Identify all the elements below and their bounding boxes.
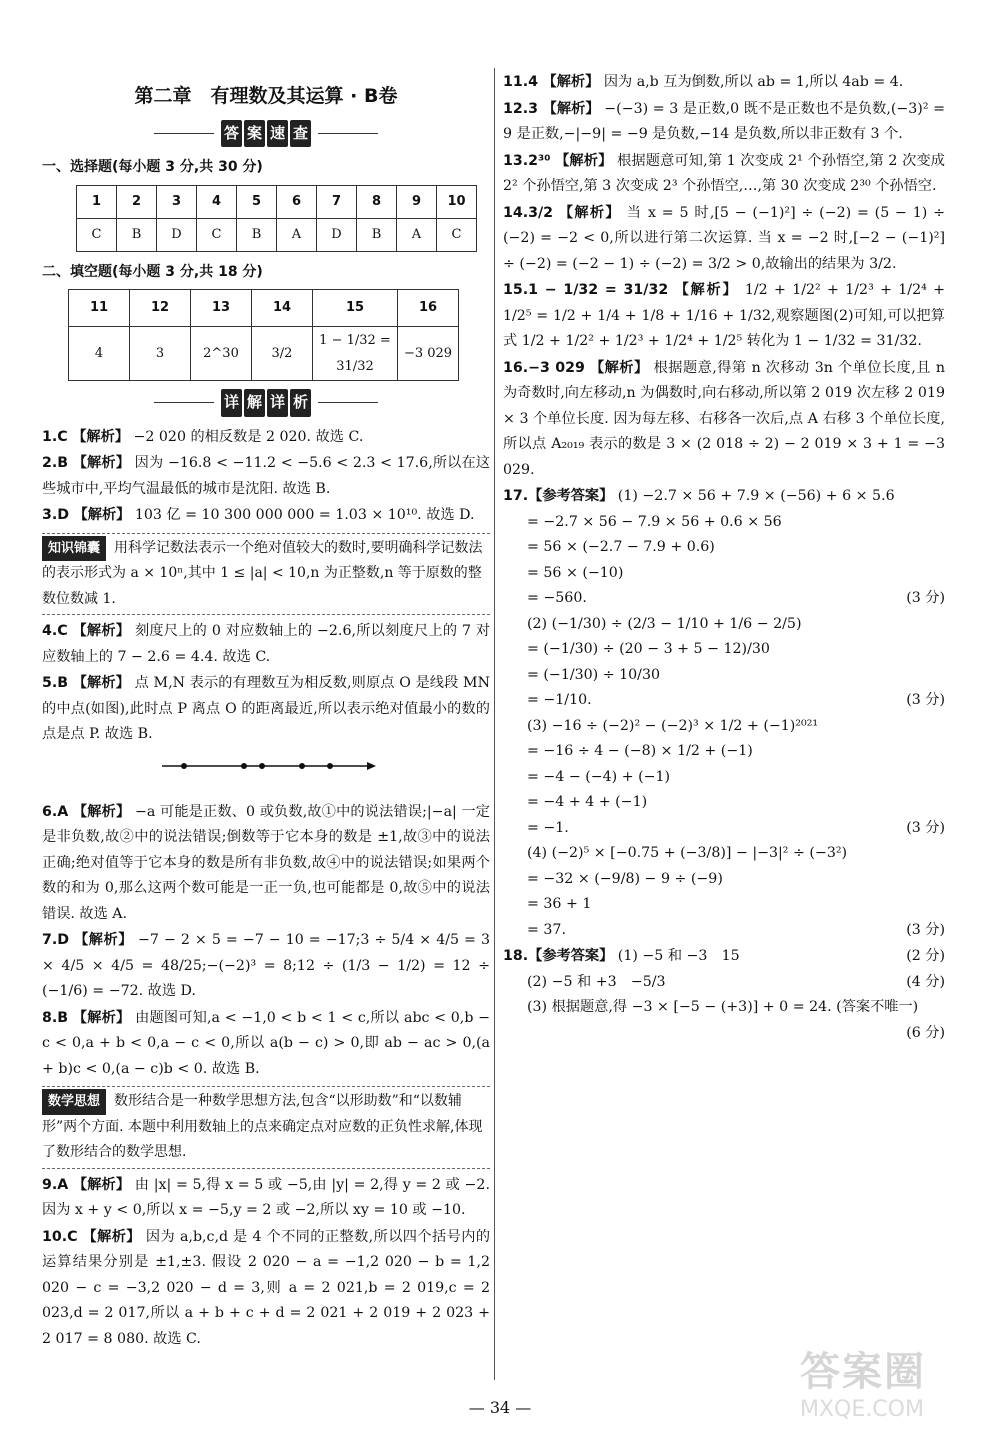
left-column [42,70,490,1353]
page-number: — 34 — [468,1398,532,1417]
section-choice-title: 一、选择题(每小题 3 分,共 30 分) [42,159,263,175]
column-divider [494,68,495,1380]
banner-answer-check: 答 案 速 查 [42,120,490,148]
score-label: (3 分) [906,692,945,708]
answer-4: 4.C 【解析】 刻度尺上的 0 对应数轴上的 −2.6,所以刻度尺上的 7 对应数轴上的 7 − 2.6 = 4.4. 故选 C. [42,623,490,665]
answer-12: 12.3 【解析】 −(−3) = 3 是正数,0 既不是正数也不是负数,(−3)² = 9 是正数,−|−9| = −9 是负数,−14 是负数,所以非正数有 3 个. [503,100,945,142]
fill-answer-table: 11 12 13 14 15 16 4 3 2^30 3/2 1 − 1/32 = 31/32 −3 029 [68,289,459,381]
answer-1: 1.C 【解析】 −2 020 的相反数是 2 020. 故选 C. [42,428,364,445]
watermark-logo: 答案圈 MXQE.COM [800,1349,926,1422]
score-label: (3 分) [906,819,945,836]
answer-15: 15.1 − 1/32 = 31/32 【解析】 1/2 + 1/2² + 1/2³ + 1/2⁴ + 1/2⁵ = 1/2 + 1/4 + 1/8 + 1/16 + 1/32,观察题图(2)可知,可以把算式 1/2 + 1/2² + 1/2³ + 1/2⁴ + 1/2⁵ 转化为 1 − 1/32 = 31/32. [503,282,946,349]
banner-detailed-analysis: 详 解 详 析 [42,389,490,417]
answer-8: 8.B 【解析】 由题图可知,a < −1,0 < b < 1 < c,所以 abc < 0,b − c < 0,a + b < 0,a − c < 0,所以 a(b − c) > 0,即 ab − ac > 0,(a + b)c < 0,(a − c)b < 0. 故选 B. [42,1009,490,1077]
answer-2: 2.B 【解析】 因为 −16.8 < −11.2 < −5.6 < 2.3 < 17.6,所以在这些城市中,平均气温最低的城市是沈阳. 故选 B. [42,455,490,497]
choice-answer-table: 1 2 3 4 5 6 7 8 9 10 C B D C B A D B A C [76,185,477,252]
answer-6: 6.A 【解析】 −a 可能是正数、0 或负数,故①中的说法错误;|−a| 一定是非负数,故②中的说法错误;倒数等于它本身的数是 ±1,故③中的说法正确;绝对值等于它本身的数是所有非负数,故④中的说法错误;如果两个数的和为 0,那么这两个数可能是一正一负,也可能都是 0,故⑤中的说法错误. 故选 A. [42,803,490,922]
number-line-figure [42,754,490,794]
answer-3: 3.D 【解析】 103 亿 = 10 300 000 000 = 1.03 × 10¹⁰. 故选 D. [42,507,475,523]
answer-10: 10.C 【解析】 因为 a,b,c,d 是 4 个不同的正整数,所以四个括号内的运算结果分别是 ±1,±3. 假设 2 020 − a = −1,2 020 − b = 1,2 020 − c = −3,2 020 − d = 3,则 a = 2 021,b = 2 019,c = 2 023,d = 2 017,所以 a + b + c + d = 2 021 + 2 019 + 2 023 + 2 017 = 8 080. 故选 C. [42,1228,491,1347]
answer-7: 7.D 【解析】 −7 − 2 × 5 = −7 − 10 = −17;3 ÷ 5/4 × 4/5 = 3 × 4/5 × 4/5 = 48/25;−(−2)³ = 8;12 ÷ (1/3 − 1/2) = 12 ÷ (−1/6) = −72. 故选 D. [42,932,491,999]
answer-18: 18.【参考答案】 (1) −5 和 −3 15 (2 分) (2) −5 和 +3 −5/3 (4 分) (3) 根据题意,得 −3 × [−5 − (+3)] + 0 = 24. (答案不唯一) (6 分) [503,948,945,1041]
answer-9: 9.A 【解析】 由 |x| = 5,得 x = 5 或 −5,由 |y| = 2,得 y = 2 或 −2. 因为 x + y < 0,所以 x = −5,y = 2 或 −2,所以 xy = 10 或 −10. [42,1176,490,1218]
answer-17: 17.【参考答案】 (1) −2.7 × 56 + 7.9 × (−56) + 6 × 5.6 = −2.7 × 56 − 7.9 × 56 + 0.6 × 56 = 56 × (−2.7 − 7.9 + 0.6) = 56 × (−10) = −560. (3 分) (2) (−1/30) ÷ (2/3 − 1/10 + 1/6 − 2/5) = (−1/30) ÷ (20 − 3 + 5 − 12)/30 = (−1/30) ÷ 10/30 = −1/10. (3 分) (3) −16 ÷ (−2)² − (−2)³ × 1/2 + (−1)²⁰²¹ = −16 ÷ 4 − (−8) × 1/2 + (−1) = −4 − (−4) + (−1) = −4 + 4 + (−1) = −1. (3 分) (4) (−2)⁵ × [−0.75 + (−3/8)] − |−3|² ÷ (−3²) = −32 × (−9/8) − 9 ÷ (−9) = 36 + 1 = 37. (3 分) [503,484,945,943]
answer-11: 11.4 【解析】 因为 a,b 互为倒数,所以 ab = 1,所以 4ab = 4. [503,74,904,90]
score-label: (3 分) [906,590,945,606]
answer-13: 13.2³⁰ 【解析】 根据题意可知,第 1 次变成 2¹ 个孙悟空,第 2 次变成 2² 个孙悟空,第 3 次变成 2³ 个孙悟空,…,第 30 次变成 2³⁰ 个孙悟空. [503,152,945,194]
right-column [503,70,945,1046]
answer-14: 14.3/2 【解析】 当 x = 5 时,[5 − (−1)²] ÷ (−2) = (5 − 1) ÷ (−2) = −2 < 0,所以进行第二次运算. 当 x = −2 时,[−2 − (−1)²] ÷ (−2) = (−2 − 1) ÷ (−2) = 3/2 > 0,故输出的结果为 3/2. [503,204,945,272]
answer-5: 5.B 【解析】 点 M,N 表示的有理数互为相反数,则原点 O 是线段 MN 的中点(如图),此时点 P 离点 O 的距离最近,所以表示绝对值最小的数的点是点 P. 故选 B. [42,675,490,742]
section-fill-title: 二、填空题(每小题 3 分,共 18 分) [42,263,263,280]
math-thinking-note: 数学思想 数形结合是一种数学思想方法,包含“以形助数”和“以数辅形”两个方面. 本题中利用数轴上的点来确定点对应数的正负性求解,体现了数形结合的数学思想. [42,1086,490,1169]
score-label: (3 分) [906,921,945,938]
knowledge-note: 知识锦囊 用科学记数法表示一个绝对值较大的数时,要明确科学记数法的表示形式为 a × 10ⁿ,其中 1 ≤ |a| < 10,n 为正整数,n 等于原数的整数位数减 1. [42,533,490,616]
page-title: 第二章 有理数及其运算 · B卷 [134,85,398,107]
answer-16: 16.−3 029 【解析】 根据题意,得第 n 次移动 3n 个单位长度,且 n 为奇数时,向左移动,n 为偶数时,向右移动,所以第 2 019 次左移 2 019 × 3 个单位长度. 因为每左移、右移各一次后,点 A 右移 3 个单位长度,所以点 A₂₀₁₉ 表示的数是 3 × (2 018 ÷ 2) − 2 019 × 3 + 1 = −3 029. [503,359,945,478]
